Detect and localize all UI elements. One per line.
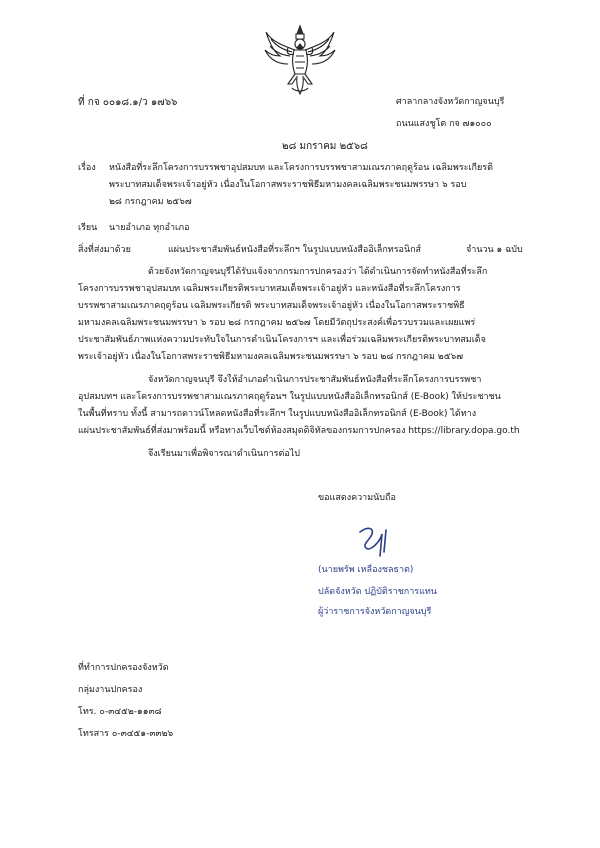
letter-date: ๒๘ มกราคม ๒๕๖๘ [282,141,368,152]
subject-line: พระบาทสมเด็จพระเจ้าอยู่หัว เนื่องในโอกาสพระราชพิธีมหามงคลเฉลิมพระชนมพรรษา ๖ รอบ [109,180,467,190]
body-paragraph-3: จึงเรียนมาเพื่อพิจารณาดำเนินการต่อไป [148,449,301,459]
subject-text [109,160,493,211]
salutation-label: เรียน [78,223,98,233]
reference-number: ที่ กจ ๐๐๑๘.๑/ว ๑๗๖๖ [78,97,178,108]
body-line: ประชาสัมพันธ์ภาพแห่งความประทับใจในการดำเนินโครงการฯ และเพื่อร่วมเฉลิมพระเกียรติพระบาทสมเด็จ [78,335,486,345]
footer-telephone: โทร. ๐-๓๔๕๒-๑๑๓๘ [78,707,162,717]
body-line: ด้วยจังหวัดกาญจนบุรีได้รับแจ้งจากกรมการปกครองว่า ได้ดำเนินการจัดทำหนังสือที่ระลึก [148,267,488,277]
body-line: บรรพชาสามเณรภาคฤดูร้อน เฉลิมพระเกียรติ พระบาทสมเด็จพระเจ้าอยู่หัว เนื่องในโอกาสพระราชพิธี [78,301,465,311]
body-line: แผ่นประชาสัมพันธ์ที่ส่งมาพร้อมนี้ หรือทางเว็บไซต์ห้องสมุดดิจิทัลของกรมการปกครอง https://library.dopa.go.th [78,426,520,436]
signer-position: ปลัดจังหวัด ปฏิบัติราชการแทน [318,587,437,597]
handwritten-signature-icon [352,522,402,562]
enclosure-text: แผ่นประชาสัมพันธ์หนังสือที่ระลึกฯ ในรูปแบบหนังสืออิเล็กทรอนิกส์ [168,245,422,255]
body-paragraph-2 [78,372,520,440]
body-line: จังหวัดกาญจนบุรี จึงให้อำเภอดำเนินการประชาสัมพันธ์หนังสือที่ระลึกโครงการบรรพชา [148,375,482,385]
body-line: พระเจ้าอยู่หัว เนื่องในโอกาสพระราชพิธีมหามงคลเฉลิมพระชนมพรรษา ๖ รอบ ๒๘ กรกฎาคม ๒๕๖๗ [78,352,464,362]
body-paragraph-1 [78,264,487,366]
closing-regards: ขอแสดงความนับถือ [318,493,396,503]
enclosure-label: สิ่งที่ส่งมาด้วย [78,245,131,255]
body-line: มหามงคลเฉลิมพระชนมพรรษา ๖ รอบ ๒๘ กรกฎาคม ๒๕๖๗ โดยมีวัตถุประสงค์เพื่อรวบรวมและเผยแพร่ [78,318,476,328]
subject-line: หนังสือที่ระลึกโครงการบรรพชาอุปสมบท และโครงการบรรพชาสามเณรภาคฤดูร้อน เฉลิมพระเกียรติ [109,163,493,173]
signer-title: ผู้ว่าราชการจังหวัดกาญจนบุรี [318,607,432,617]
body-line: โครงการบรรพชาอุปสมบท เฉลิมพระเกียรติพระบาทสมเด็จพระเจ้าอยู่หัว และหนังสือที่ระลึกโครงการ [78,284,461,294]
salutation-recipient: นายอำเภอ ทุกอำเภอ [109,223,190,233]
footer-department: ที่ทำการปกครองจังหวัด [78,663,169,673]
garuda-emblem-icon [262,22,338,98]
body-line: ในพื้นที่ทราบ ทั้งนี้ สามารถดาวน์โหลดหนังสือที่ระลึกฯ ในรูปแบบหนังสืออิเล็กทรอนิกส์ (E-Book) ได้ทาง [78,409,477,419]
subject-line: ๒๘ กรกฎาคม ๒๕๖๗ [109,197,192,207]
body-line: อุปสมบทฯ และโครงการบรรพชาสามเณรภาคฤดูร้อนฯ ในรูปแบบหนังสืออิเล็กทรอนิกส์ (E-Book) ให้ประชาชน [78,392,501,402]
office-address-line-1: ศาลากลางจังหวัดกาญจนบุรี [396,97,505,107]
signer-name: (นายพรัพ เหลืองชลธาต) [318,565,414,575]
footer-fax: โทรสาร ๐-๓๔๕๑-๓๓๒๖ [78,729,174,739]
footer-group: กลุ่มงานปกครอง [78,685,143,695]
office-address-line-2: ถนนแสงชูโต กจ ๗๑๐๐๐ [396,119,492,129]
subject-label: เรื่อง [78,163,96,173]
enclosure-quantity: จำนวน ๑ ฉบับ [466,245,523,255]
